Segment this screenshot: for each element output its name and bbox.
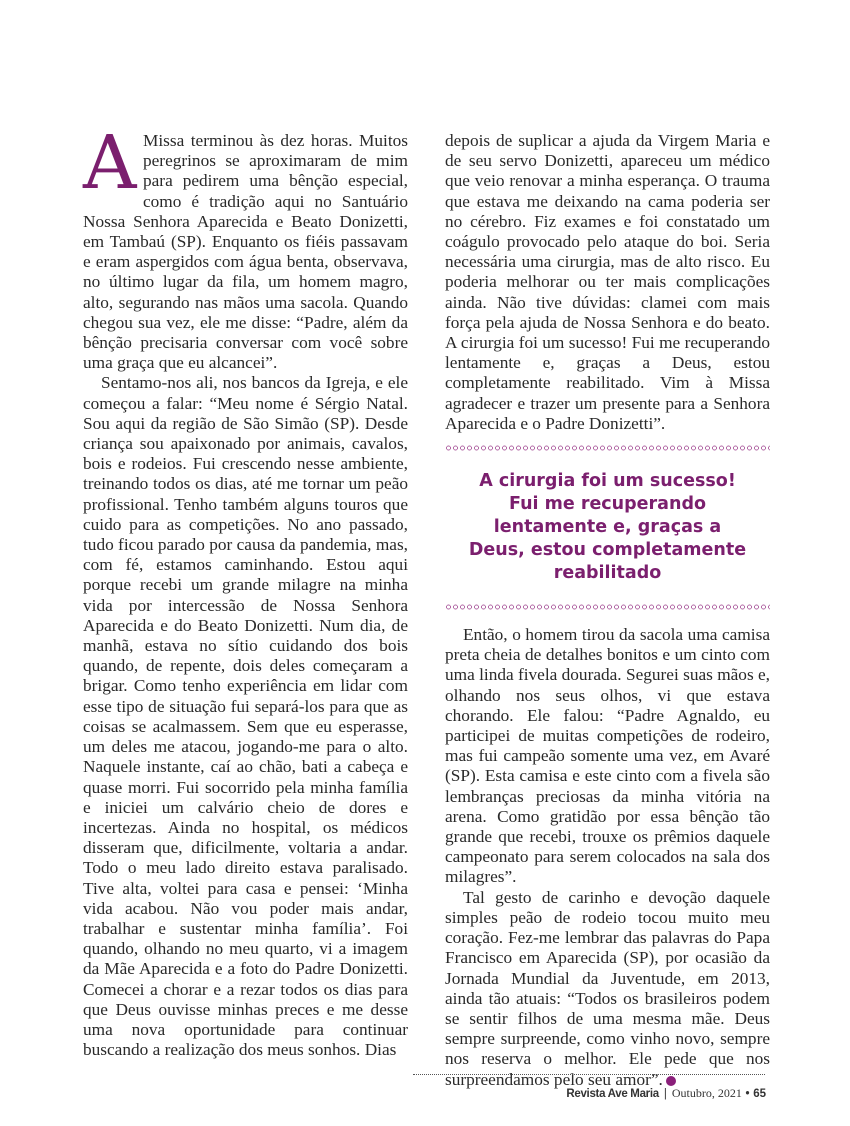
intro-text: Missa terminou às dez horas. Muitos peregrinos se aproximaram de mim para pedirem uma bênção especial, como é tradição aqui no Santuário Nossa Senhora Aparecida e Beato Donizetti, em Tambaú (SP). Enquanto os fiéis passavam e eram aspergidos com água benta, observava, no último lugar da fila, um homem magro, alto, segurando nas mãos uma sacola. Quando chegou sua vez, ele me disse: “Padre, além da bênção precisaria conversar com você sobre uma graça que eu alcancei”. — [83, 131, 408, 373]
footer-separator: | — [663, 1088, 667, 1100]
footer-dotted-rule — [413, 1074, 765, 1075]
article-paragraph: Então, o homem tirou da sacola uma camisa preta cheia de detalhes bonitos e um cinto com uma linda fivela dourada. Segurei suas mãos e, olhando nos seus olhos, vi que estava chorando. Ele falou: “Padre Agnaldo, eu participei de muitas competições de rodeiro, mas fui campeão somente uma vez, em Avaré (SP). Esta camisa e este cinto com a fivela são lembranças preciosas da minha vitória na arena. Como gratidão por essa bênção tão grande que recebi, trouxe os prêmios daquele campeonato para serem colocados na sala dos milagres”. — [445, 625, 770, 887]
pull-quote: A cirurgia foi um sucesso! Fui me recuperando lentamente e, graças a Deus, estou completamente reabilitado — [468, 471, 747, 584]
right-column — [445, 131, 770, 1090]
article-paragraph: Sentamo-nos ali, nos bancos da Igreja, e ele começou a falar: “Meu nome é Sérgio Natal. Sou aqui da região de São Simão (SP). Desde criança sou apaixonado por animais, cavalos, bois e rodeios. Fui crescendo nesse ambiente, treinando todos os dias, até me tornar um peão profissional. Tenho também alguns touros que cuido para as competições. No ano passado, tudo ficou parado por causa da pandemia, mas, com fé, estamos caminhando. Estou aqui porque recebi um grande milagre na minha vida por intercessão de Nossa Senhora Aparecida e do Beato Donizetti. Num dia, de manhã, estava no sítio cuidando dos bois quando, de repente, dois deles começaram a brigar. Como tenho experiência em lidar com esse tipo de situação fui separá-los para que as coisas se acalmassem. Sem que eu esperasse, um deles me atacou, jogando-me para o alto. Naquele instante, caí ao chão, bati a cabeça e quase morri. Fui socorrido pela minha família e iniciei um calvário cheio de dores e incertezas. Ainda no hospital, os médicos disseram que, dificilmente, voltaria a andar. Todo o meu lado direito estava paralisado. Tive alta, voltei para casa e pensei: ‘Minha vida acabou. Não vou poder mais andar, trabalhar e sustentar minha família’. Foi quando, olhando no meu quarto, vi a imagem da Mãe Aparecida e a foto do Padre Donizetti. Comecei a chorar e a rezar todos os dias para que Deus ouvisse minhas preces e me desse uma nova oportunidade para continuar buscando a realização dos meus sonhos. Dias — [83, 373, 408, 1060]
page-footer — [566, 1086, 766, 1101]
decorative-divider-bottom — [445, 603, 770, 611]
article-paragraph: depois de suplicar a ajuda da Virgem Maria e de seu servo Donizetti, apareceu um médico que veio renovar a minha esperança. O trauma que estava me deixando na cama poderia ser no cérebro. Fiz exames e foi constatado um coágulo provocado pelo ataque do boi. Seria necessária uma cirurgia, mas de alto risco. Eu poderia melhorar ou ter mais complicações ainda. Não tive dúvidas: clamei com mais força pela ajuda de Nossa Senhora e do beato. A cirurgia foi um sucesso! Fui me recuperando lentamente e, graças a Deus, estou completamente reabilitado. Vim à Missa agradecer e trazer um presente para a Senhora Aparecida e o Padre Donizetti”. — [445, 131, 770, 433]
decorative-divider-top — [445, 444, 770, 452]
left-column — [83, 120, 408, 1060]
page-number: 65 — [753, 1088, 766, 1100]
article-closing-paragraph — [445, 888, 770, 1090]
closing-text: Tal gesto de carinho e devoção daquele simples peão de rodeio tocou muito meu coração. Fez-me lembrar das palavras do Papa Francisco em Aparecida (SP), por ocasião da Jornada Mundial da Juventude, em 2013, ainda tão atuais: “Todos os brasileiros podem se sentir filhos de uma mesma mãe. Deus sempre surpreende, como vinho novo, sempre nos reserva o melhor. Ele pede que nos surpreendamos pelo seu amor”. — [445, 887, 770, 1089]
issue-date: Outubro, 2021 — [671, 1086, 742, 1100]
bullet-separator: • — [745, 1088, 750, 1100]
drop-cap: A — [83, 120, 137, 206]
magazine-name: Revista Ave Maria — [566, 1088, 659, 1100]
end-of-article-dot-icon — [666, 1076, 676, 1086]
